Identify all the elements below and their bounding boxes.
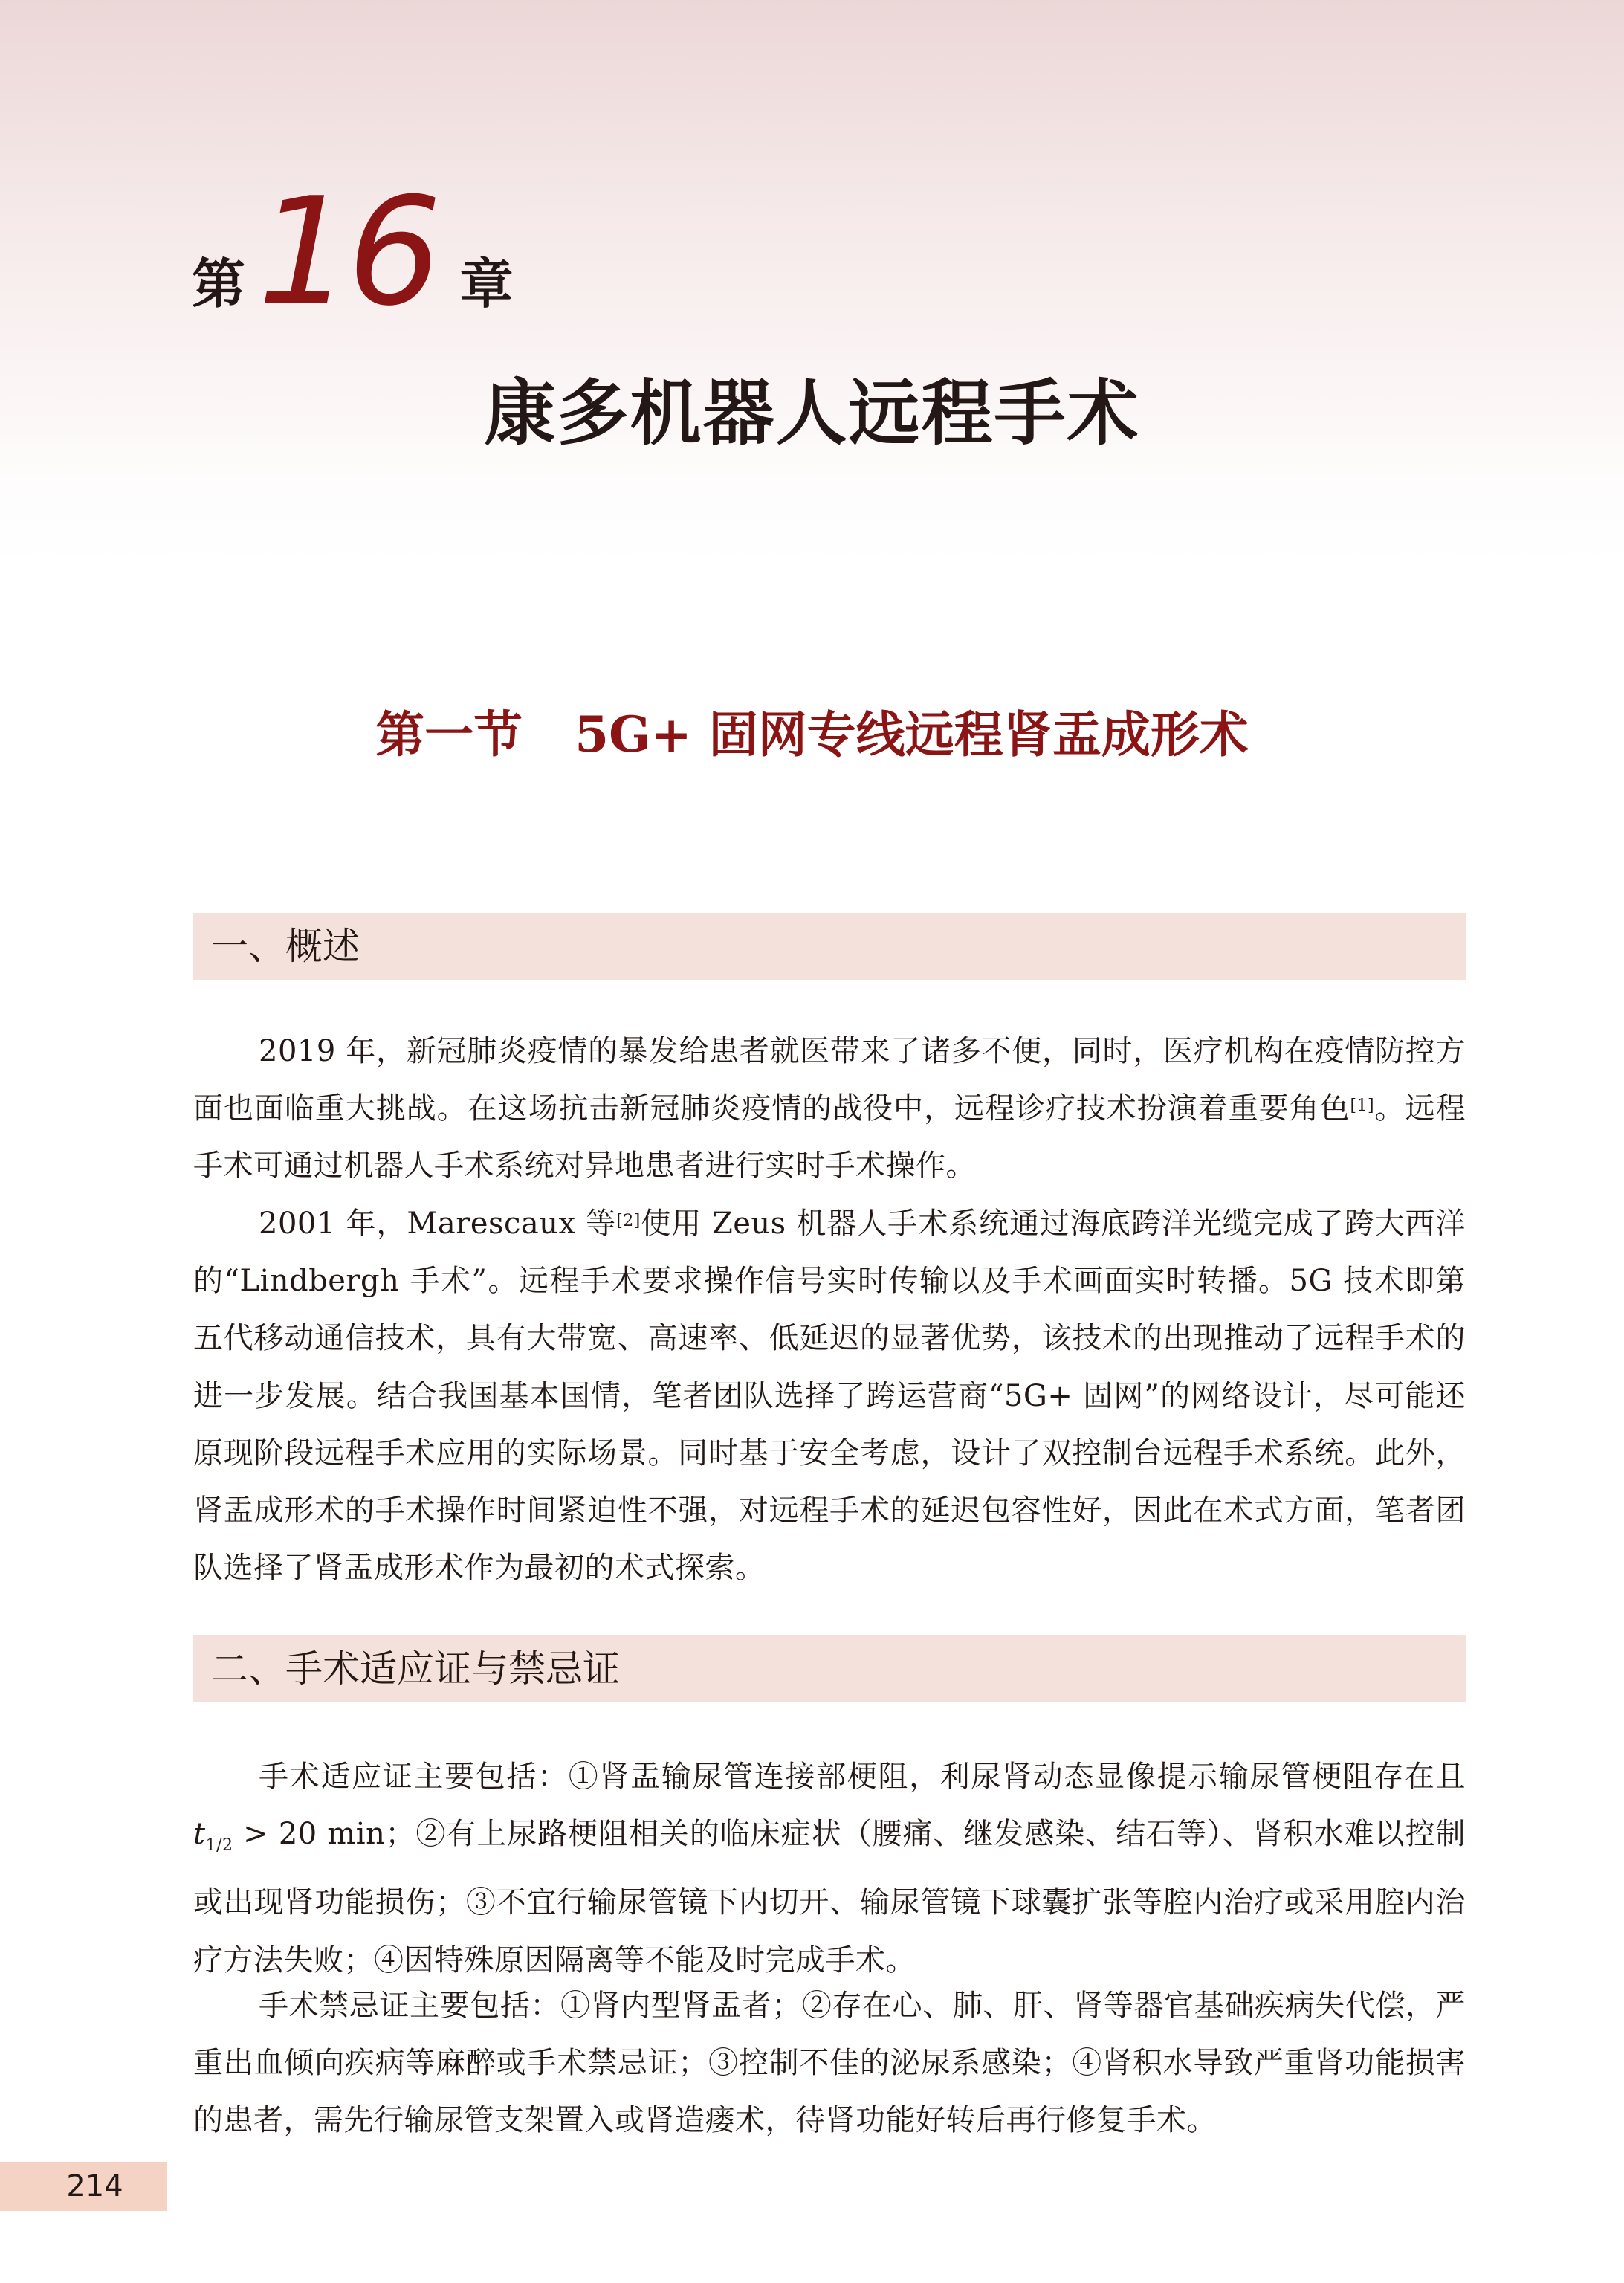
indications-paragraph-1 xyxy=(193,1748,1466,1989)
citation-ref-2: [2] xyxy=(616,1212,641,1230)
chapter-label xyxy=(192,166,514,339)
citation-ref-1: [1] xyxy=(1350,1097,1375,1116)
contraindications-paragraph: 手术禁忌证主要包括：①肾内型肾盂者；②存在心、肺、肝、肾等器官基础疾病失代偿，严重出血倾向疾病等麻醉或手术禁忌证；③控制不佳的泌尿系感染；④肾积水导致严重肾功能损害的患者，需先行输尿管支架置入或肾造瘘术，待肾功能好转后再行修复手术。 xyxy=(193,1989,1466,2138)
section-title xyxy=(0,695,1624,766)
section-label: 第一节 xyxy=(375,705,523,763)
half-life-symbol: t xyxy=(193,1817,206,1852)
overview-p1-text-b: 。远程手术可通过机器人手术系统对异地患者进行实时手术操作。 xyxy=(193,1091,1466,1184)
half-life-subscript: 1/2 xyxy=(205,1836,233,1856)
chapter-prefix: 第 xyxy=(192,253,246,315)
section-name: 5G+ 固网专线远程肾盂成形术 xyxy=(575,705,1249,763)
chapter-suffix: 章 xyxy=(459,253,514,315)
overview-paragraph-2 xyxy=(193,1195,1466,1597)
overview-heading: 一、概述 xyxy=(193,913,1466,980)
page-number: 214 xyxy=(0,2162,167,2211)
overview-paragraph-1 xyxy=(193,1023,1466,1195)
overview-p1-text-a: 2019 年，新冠肺炎疫情的暴发给患者就医带来了诸多不便，同时，医疗机构在疫情防控方面也面临重大挑战。在这场抗击新冠肺炎疫情的战役中，远程诊疗技术扮演着重要角色 xyxy=(193,1034,1466,1126)
indications-heading: 二、手术适应证与禁忌证 xyxy=(193,1635,1466,1702)
chapter-title: 康多机器人远程手术 xyxy=(484,372,1140,455)
overview-p2-text-a: 2001 年，Marescaux 等 xyxy=(259,1207,617,1241)
overview-p2-text-b: 使用 Zeus 机器人手术系统通过海底跨洋光缆完成了跨大西洋的“Lindbergh 手术”。远程手术要求操作信号实时传输以及手术画面实时转播。5G 技术即第五代移动通信技术，具有大带宽、高速率、低延迟的显著优势，该技术的出现推动了远程手术的进一步发展。结合我国基本国情，笔者团队选择了跨运营商“5G+ 固网”的网络设计，尽可能还原现阶段远程手术应用的实际场景。同时基于安全考虑，设计了双控制台远程手术系统。此外，肾盂成形术的手术操作时间紧迫性不强，对远程手术的延迟包容性好，因此在术式方面，笔者团队选择了肾盂成形术作为最初的术式探索。 xyxy=(193,1207,1466,1586)
indications-p1-text-a: 手术适应证主要包括：①肾盂输尿管连接部梗阻，利尿肾动态显像提示输尿管梗阻存在且 xyxy=(259,1760,1466,1794)
indications-p1-text-b: > 20 min；②有上尿路梗阻相关的临床症状（腰痛、继发感染、结石等）、肾积水难以控制或出现肾功能损伤；③不宜行输尿管镜下内切开、输尿管镜下球囊扩张等腔内治疗或采用腔内治疗方法失败；④因特殊原因隔离等不能及时完成手术。 xyxy=(193,1817,1466,1977)
chapter-number: 16 xyxy=(257,166,438,339)
